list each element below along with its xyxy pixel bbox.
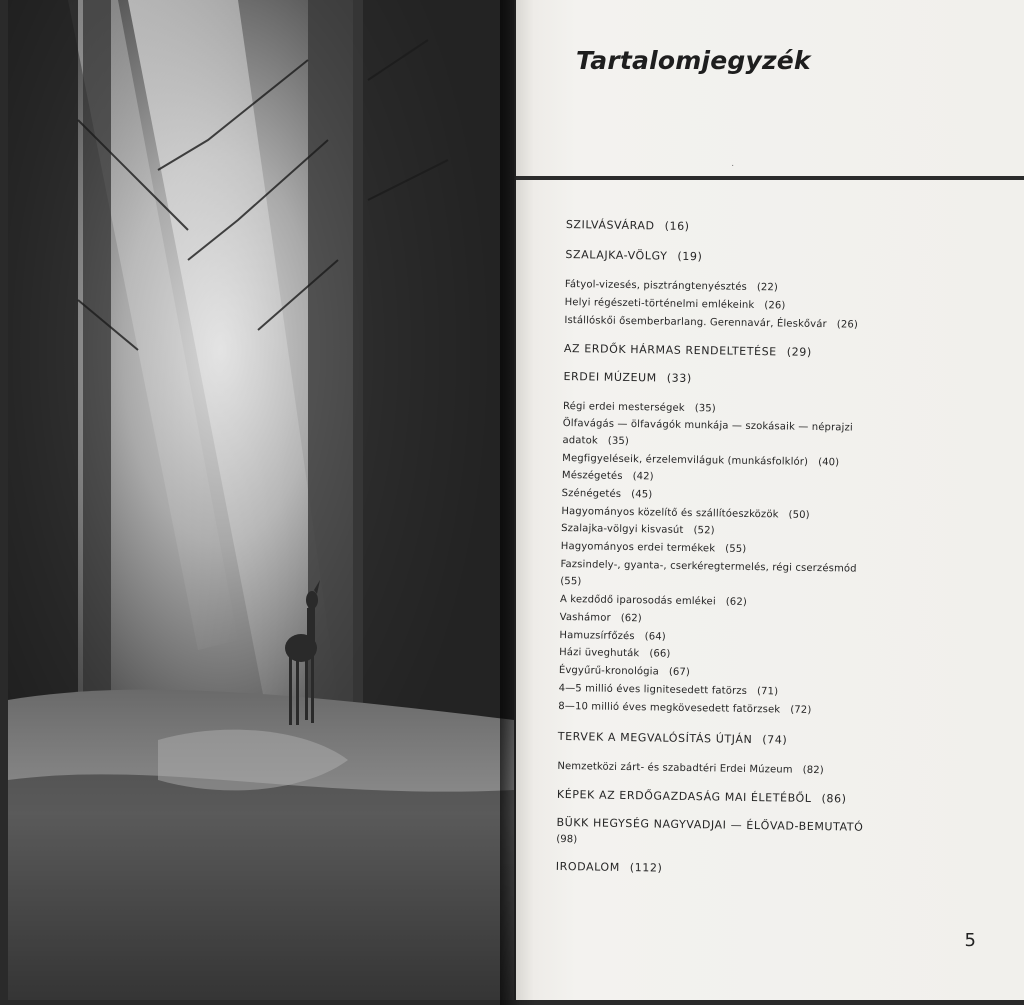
toc-entry: Mészégetés (42) bbox=[561, 469, 654, 483]
toc-entry: Szénégetés (45) bbox=[561, 487, 653, 501]
toc-entry: ERDEI MÚZEUM (33) bbox=[563, 369, 692, 385]
toc-entry: Helyi régészeti-történelmi emlékeink (26) bbox=[564, 296, 786, 312]
toc-entry: 8—10 millió éves megkövesedett fatörzsek (72) bbox=[558, 700, 812, 716]
forest-deer-image bbox=[8, 0, 514, 1000]
contents-page bbox=[516, 0, 1024, 1000]
toc-entry: BÜKK HEGYSÉG NAGYVADJAI — ÉLŐVAD-BEMUTATÓ bbox=[556, 815, 864, 834]
toc-entry: TERVEK A MEGVALÓSÍTÁS ÚTJÁN (74) bbox=[557, 729, 788, 747]
toc-entry: Nemzetközi zárt- és szabadtéri Erdei Múzeum (82) bbox=[557, 760, 824, 777]
toc-entry: SZILVÁSVÁRAD (16) bbox=[565, 218, 690, 233]
toc-entry: IRODALOM (112) bbox=[555, 859, 663, 875]
toc-entry: adatok (35) bbox=[562, 434, 630, 448]
toc-entry: 4—5 millió éves lignitesedett fatörzs (71) bbox=[558, 682, 779, 698]
toc-entry: (98) bbox=[556, 833, 578, 846]
toc-entry: (55) bbox=[560, 575, 582, 588]
toc-entry: Fátyol-vizesés, pisztrángtenyésztés (22) bbox=[564, 278, 779, 294]
toc-entry: Évgyűrű-kronológia (67) bbox=[558, 664, 691, 679]
toc-entry: Szalajka-völgyi kisvasút (52) bbox=[561, 522, 715, 537]
toc-entry: Megfigyeléseik, érzelemviláguk (munkásfolklór) (40) bbox=[562, 452, 840, 469]
toc-entry: A kezdődő iparosodás emlékei (62) bbox=[559, 593, 748, 608]
forest-photograph bbox=[8, 0, 514, 1000]
toc-entry: Régi erdei mesterségek (35) bbox=[562, 400, 716, 415]
toc-entry: Hagyományos közelítő és szállítóeszközök (50) bbox=[561, 505, 810, 521]
table-of-contents bbox=[555, 218, 966, 875]
toc-entry: Ölfavágás — ölfavágók munkája — szokásaik — néprajzi bbox=[562, 417, 853, 434]
header-rule bbox=[516, 176, 1024, 180]
toc-entry: Hagyományos erdei termékek (55) bbox=[560, 540, 747, 555]
toc-entry: AZ ERDŐK HÁRMAS RENDELTETÉSE (29) bbox=[563, 341, 812, 359]
toc-entry: Hamuzsírfőzés (64) bbox=[559, 629, 666, 643]
toc-entry: SZALAJKA-VÖLGY (19) bbox=[565, 247, 703, 264]
ink-speck: · bbox=[731, 160, 735, 171]
toc-entry: Fazsindely-, gyanta-, cserkéregtermelés, régi cserzésmód bbox=[560, 558, 857, 575]
page-number: 5 bbox=[964, 930, 976, 951]
toc-entry: Vashámor (62) bbox=[559, 611, 642, 625]
toc-entry: Házi üveghuták (66) bbox=[559, 646, 671, 660]
page-title: Tartalomjegyzék bbox=[576, 46, 811, 75]
toc-entry: KÉPEK AZ ERDŐGAZDASÁG MAI ÉLETÉBŐL (86) bbox=[556, 787, 847, 806]
toc-entry: Istállóskői ősemberbarlang. Gerennavár, Éleskővár (26) bbox=[564, 314, 859, 331]
